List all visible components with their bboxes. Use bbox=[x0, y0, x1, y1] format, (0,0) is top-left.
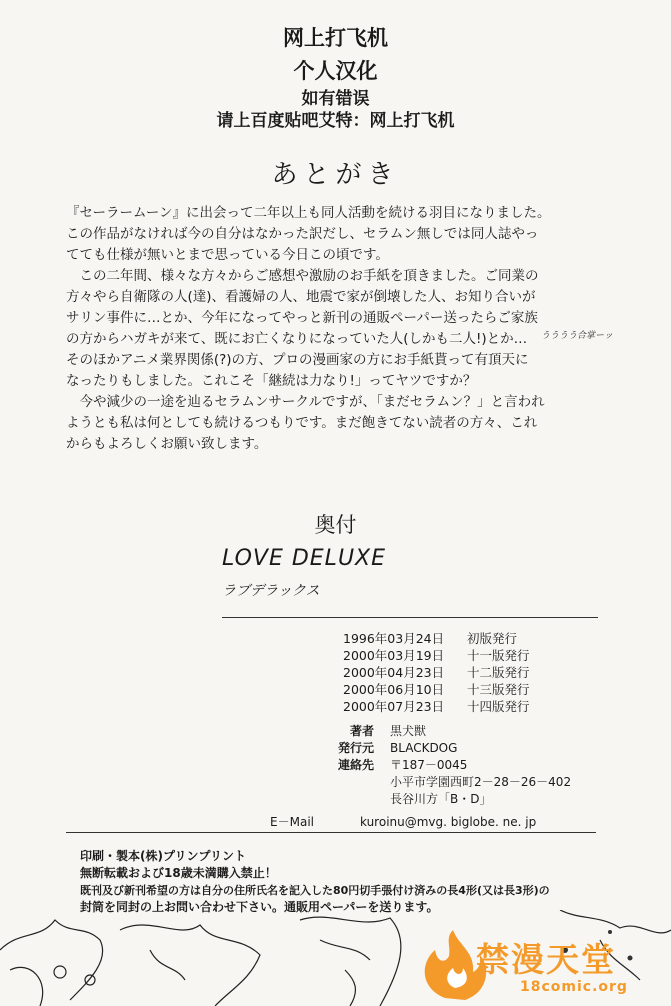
edition-date: 2000年04月23日 bbox=[343, 665, 445, 680]
credit-value: 長谷川方「B・D」 bbox=[390, 792, 492, 806]
afterword-line: 今や減少の一途を辿るセラムンサークルですが、「まだセラムン？」と言われ bbox=[66, 394, 545, 410]
edition-date: 2000年07月23日 bbox=[343, 699, 445, 714]
note-line: 無断転載および18歳未満購入禁止！ bbox=[80, 866, 277, 880]
edition-label: 十二版発行 bbox=[467, 665, 530, 680]
watermark-url: 18comic.org bbox=[520, 979, 628, 995]
credit-label: 連絡先 bbox=[337, 758, 374, 772]
credit-row bbox=[284, 791, 571, 808]
edition-row bbox=[343, 647, 547, 664]
note-line: 封筒を同封の上お問い合わせ下さい。通販用ペーパーを送ります。 bbox=[80, 900, 439, 914]
publication-notes bbox=[80, 848, 550, 916]
credit-row bbox=[284, 774, 571, 791]
afterword-line: そのほかアニメ業界関係(?)の方、プロの漫画家の方にお手紙貰って有頂天に bbox=[66, 352, 529, 368]
edition-date: 1996年03月24日 bbox=[343, 631, 445, 646]
credit-value: BLACKDOG bbox=[390, 741, 458, 755]
afterword-margin-note: うううう合掌ーッ bbox=[541, 331, 614, 341]
book-title-kana: ラブデラックス bbox=[222, 583, 320, 599]
credit-row bbox=[284, 723, 571, 740]
credit-label bbox=[284, 774, 374, 791]
afterword-line: てても仕様が無いとまで思っている今日この頃です。 bbox=[66, 247, 389, 263]
credit-value: 黒犬獣 bbox=[390, 724, 427, 738]
edition-date: 2000年03月19日 bbox=[343, 648, 445, 663]
colophon-title: 奥付 bbox=[314, 513, 357, 537]
afterword-line: からもよろしくお願い致します。 bbox=[66, 436, 268, 452]
edition-row bbox=[343, 681, 547, 698]
publication-credits bbox=[270, 723, 572, 831]
credit-row bbox=[284, 757, 571, 774]
edition-label: 十四版発行 bbox=[467, 699, 530, 714]
translator-credit-line-2: 个人汉化 bbox=[293, 59, 378, 83]
credit-label: E－Mail bbox=[270, 815, 314, 829]
edition-label: 初版発行 bbox=[467, 631, 518, 646]
afterword-title: あとがき bbox=[271, 160, 400, 190]
colophon-top-divider bbox=[222, 617, 598, 618]
credit-row bbox=[284, 740, 571, 757]
credit-value: 〒187－0045 bbox=[390, 758, 468, 772]
edition-history bbox=[343, 630, 547, 715]
edition-row bbox=[343, 630, 547, 647]
afterword-line: なったりもしました。これこそ「継続は力なり!」ってヤツですか？ bbox=[66, 373, 477, 389]
edition-date: 2000年06月10日 bbox=[343, 682, 445, 697]
credit-label: 著者 bbox=[349, 724, 374, 738]
afterword-line: この作品がなければ今の自分はなかった訳だし、セラムン無しでは同人誌やっ bbox=[66, 226, 539, 242]
note-line: 既刊及び新刊希望の方は自分の住所氏名を記入した80円切手張付け済みの長4形(又は長3形)の bbox=[80, 884, 550, 897]
watermark-text: 禁漫天堂 bbox=[476, 940, 616, 979]
credit-label bbox=[284, 791, 374, 808]
note-line: 印刷・製本(株)プリンプリント bbox=[80, 849, 247, 863]
afterword-line: ようとも私は何としても続けるつもりです。まだ飽きてない読者の方々、これ bbox=[66, 415, 538, 431]
credit-label: 発行元 bbox=[337, 741, 374, 755]
credit-value: kuroinu@mvg. biglobe. ne. jp bbox=[360, 815, 537, 829]
translator-credit-line-3: 如有错误 bbox=[301, 89, 370, 109]
credit-row bbox=[270, 814, 571, 831]
edition-label: 十一版発行 bbox=[467, 648, 530, 663]
edition-row bbox=[343, 698, 547, 715]
afterword-line: サリン事件に…とか、今年になってやっと新刊の通販ペーパー送ったらご家族 bbox=[66, 310, 538, 326]
translator-credit-line-1: 网上打飞机 bbox=[283, 26, 388, 50]
edition-row bbox=[343, 664, 547, 681]
afterword-line: この二年間、様々な方々からご感想や激励のお手紙を頂きました。ご同業の bbox=[66, 268, 539, 284]
translator-credit-line-4: 请上百度贴吧艾特：网上打飞机 bbox=[216, 111, 455, 131]
credit-value: 小平市学園西町2－28－26－402 bbox=[390, 775, 572, 789]
edition-label: 十三版発行 bbox=[467, 682, 530, 697]
afterword-line: 『セーラームーン』に出会って二年以上も同人活動を続ける羽目になりました。 bbox=[66, 205, 551, 221]
book-title: LOVE DELUXE bbox=[222, 546, 387, 571]
afterword-line: 方々やら自衛隊の人(達)、看護婦の人、地震で家が倒壊した人、お知り合いが bbox=[66, 289, 536, 305]
colophon-bottom-divider bbox=[66, 832, 596, 833]
afterword-line: の方からハガキが来て、既にお亡くなりになっていた人(しかも二人!)とか… bbox=[66, 331, 528, 347]
